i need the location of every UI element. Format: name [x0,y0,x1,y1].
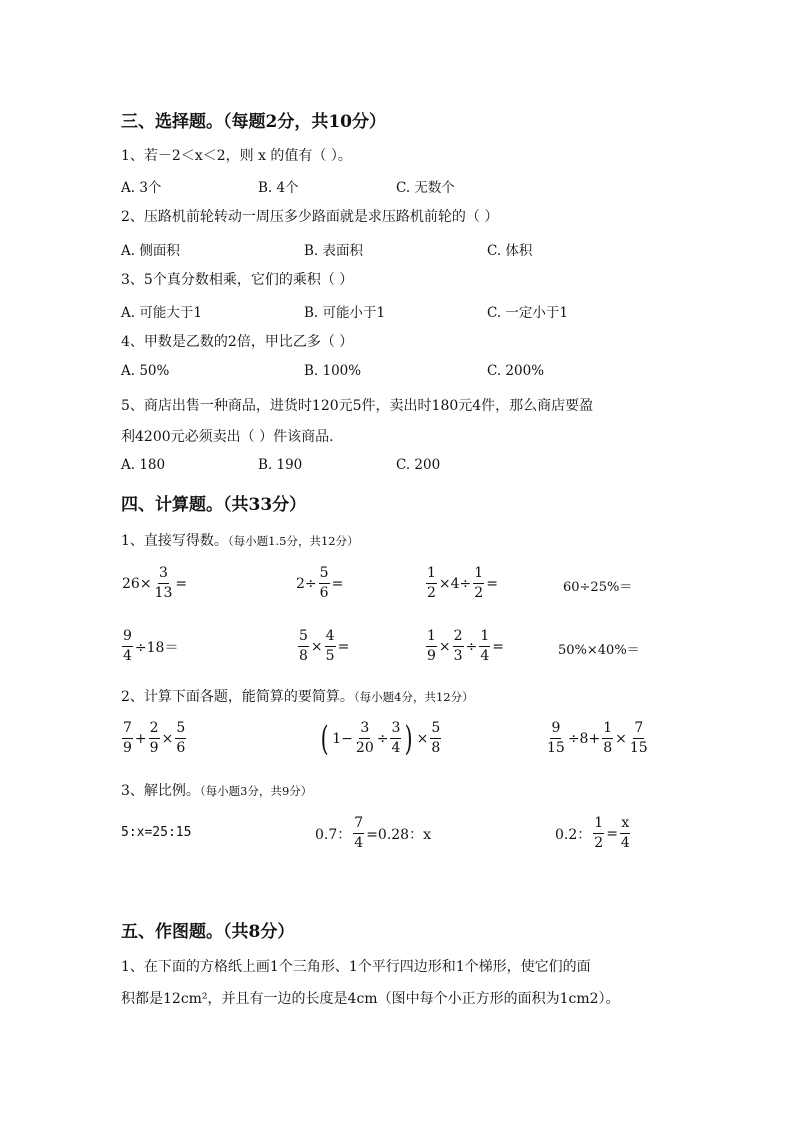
part1-note: （每小题1.5分，共12分） [227,534,359,548]
q5-option-b: B. 190 [258,457,303,473]
q1-option-c: C. 无数个 [396,180,455,196]
section-title-choice: 三、选择题。（每题2分，共10分） [121,112,386,132]
calc-2-3: $\frac{9}{15}$ ÷8+ $\frac{1}{8}$ × $\frac{7}{15}$ [547,720,648,756]
drawing-question-line2: 积都是12cm²，并且有一边的长度是4cm（图中每个小正方形的面积为1cm2）。 [121,991,620,1007]
q1-option-a: A. 3个 [121,180,162,196]
part3-note: （每小题3分，共9分） [199,784,313,798]
question-1: 1、若－2＜x＜2，则 x 的值有（ ）。 [121,148,352,164]
question-2: 2、压路机前轮转动一周压多少路面就是求压路机前轮的（ ） [121,209,499,225]
question-5-line1: 5、商店出售一种商品，进货时120元5件，卖出时180元4件，那么商店要盈 [121,398,594,414]
q5-option-a: A. 180 [121,457,166,473]
calc-1-2: 2÷ $\frac{5}{6}$ = [296,565,344,601]
part2-title: 2、计算下面各题，能简算的要简算。 [121,689,354,705]
calc-1-4: 60÷25%＝ [563,580,633,595]
proportion-2: 0.7： $\frac{7}{4}$ =0.28：x [315,815,431,851]
calc-1-3: $\frac{1}{2}$ ×4÷ $\frac{1}{2}$ = [427,565,498,601]
calc-1-5: $\frac{9}{4}$ ÷18＝ [123,628,179,664]
question-5-line2: 利4200元必须卖出（ ）件该商品. [121,429,334,445]
calc-1-1: 26× $\frac{3}{13}$ = [122,565,188,601]
calc-1-8: 50%×40%＝ [558,643,640,658]
section-title-drawing: 五、作图题。（共8分） [121,922,295,942]
q2-option-a: A. 侧面积 [121,243,180,259]
calc-2-2: ( 1− $\frac{3}{20}$ ÷ $\frac{3}{4}$ ) × $\frac{5}{8}$ [320,718,441,759]
q3-option-b: B. 可能小于1 [304,305,386,321]
part3-label [121,780,312,800]
question-3: 3、5个真分数相乘，它们的乘积（ ） [121,272,354,288]
calc-1-7: $\frac{1}{9}$ × $\frac{2}{3}$ ÷ $\frac{1}{4}$ = [427,628,504,664]
q1-option-b: B. 4个 [258,180,299,196]
part3-title: 3、解比例。 [121,783,200,799]
q3-option-c: C. 一定小于1 [487,305,569,321]
calc-2-1: 7 9 + $\frac{2}{9}$ × $\frac{5}{6}$ [123,720,186,756]
q2-option-b: B. 表面积 [304,243,364,259]
proportion-1: 5:x=25:15 [121,825,192,840]
q4-option-a: A. 50% [121,363,170,379]
section-title-calc: 四、计算题。（共33分） [121,495,307,515]
question-4: 4、甲数是乙数的2倍，甲比乙多（ ） [121,334,354,350]
part2-note: （每小题4分，共12分） [353,690,474,704]
q4-option-c: C. 200% [487,363,545,379]
part1-label [121,530,359,550]
drawing-question-line1: 1、在下面的方格纸上画1个三角形、1个平行四边形和1个梯形，使它们的面 [121,959,591,975]
proportion-3: 0.2： $\frac{1}{2}$ = $\frac{x}{4}$ [555,815,630,851]
q3-option-a: A. 可能大于1 [121,305,202,321]
q5-option-c: C. 200 [396,457,441,473]
part2-label [121,686,474,706]
q2-option-c: C. 体积 [487,243,533,259]
q4-option-b: B. 100% [304,363,362,379]
calc-1-6: $\frac{5}{8}$ × $\frac{4}{5}$ = [299,628,350,664]
part1-title: 1、直接写得数。 [121,533,228,549]
